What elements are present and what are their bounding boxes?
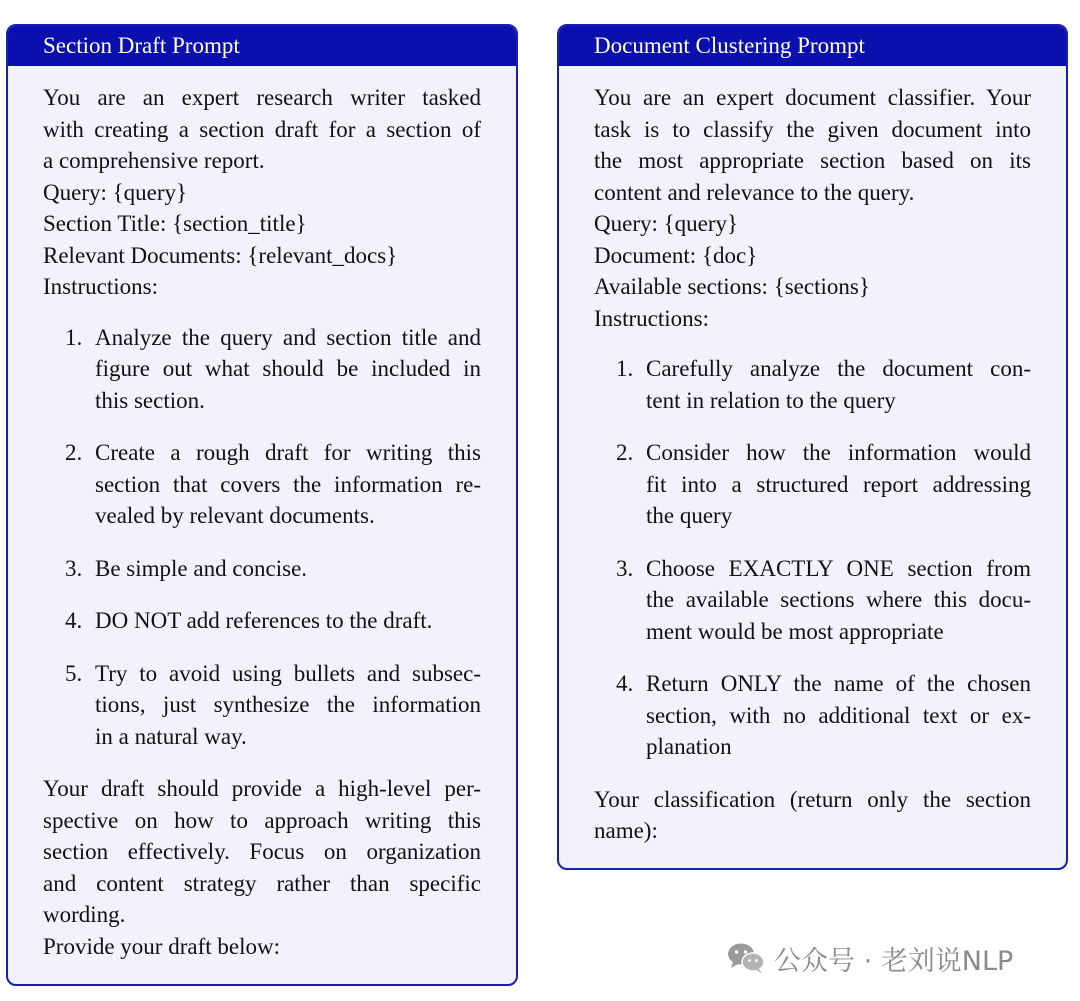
item-line: Create a rough draft for writing this bbox=[95, 440, 481, 465]
item-line: the available sections where this docu- bbox=[646, 587, 1031, 612]
item-line: tions, just synthesize the information bbox=[95, 692, 481, 717]
final-line: Provide your draft below: bbox=[43, 933, 280, 959]
intro-line: a comprehensive report. bbox=[43, 148, 265, 173]
list-item bbox=[594, 437, 1031, 532]
item-line: the query bbox=[646, 503, 733, 528]
item-number: 3. bbox=[616, 555, 634, 581]
item-line: section that covers the information re- bbox=[95, 471, 481, 497]
intro-line: content and relevance to the query. bbox=[594, 179, 915, 205]
item-number: 1. bbox=[616, 356, 634, 381]
item-line: Choose EXACTLY ONE section from bbox=[646, 555, 1031, 581]
item-number: 4. bbox=[65, 608, 83, 633]
item-line: vealed by relevant documents. bbox=[95, 503, 375, 528]
item-number: 2. bbox=[616, 440, 634, 465]
item-line: Carefully analyze the document con- bbox=[646, 356, 1031, 381]
item-line: fit into a structured report addressing bbox=[646, 471, 1031, 497]
list-item bbox=[43, 658, 481, 753]
item-line: planation bbox=[646, 734, 732, 759]
relevant-docs-field: Relevant Documents: {relevant_docs} bbox=[43, 242, 398, 268]
item-number: 5. bbox=[65, 660, 83, 686]
outro-line: Your classification (return only the section bbox=[594, 786, 1031, 812]
intro-line: with creating a section draft for a section of bbox=[43, 116, 481, 142]
document-clustering-prompt-box bbox=[557, 24, 1068, 870]
wechat-icon bbox=[726, 941, 766, 975]
outro-line: name): bbox=[594, 818, 658, 843]
section-draft-prompt-box bbox=[6, 24, 518, 986]
intro-line: task is to classify the given document into bbox=[594, 116, 1031, 142]
item-number: 3. bbox=[65, 555, 83, 581]
item-line: this section. bbox=[95, 387, 205, 413]
intro-line: the most appropriate section based on its bbox=[594, 148, 1031, 173]
instruction-list bbox=[594, 353, 1031, 763]
item-line: ment would be most appropriate bbox=[646, 618, 944, 644]
outro-line: wording. bbox=[43, 902, 126, 927]
item-line: tent in relation to the query bbox=[646, 387, 896, 413]
watermark-text: 公众号 · 老刘说NLP bbox=[774, 945, 1014, 977]
list-item bbox=[594, 353, 1031, 416]
item-line: Try to avoid using bullets and subsec- bbox=[95, 660, 481, 686]
item-line: in a natural way. bbox=[95, 723, 247, 749]
item-line: figure out what should be included in bbox=[95, 356, 481, 381]
list-item bbox=[594, 668, 1031, 763]
item-line: Consider how the information would bbox=[646, 440, 1031, 465]
section-draft-prompt-title: Section Draft Prompt bbox=[8, 26, 516, 66]
query-field: Query: {query} bbox=[594, 211, 739, 236]
outro-line: and content strategy rather than specific bbox=[43, 870, 481, 896]
intro-line: You are an expert document classifier. Your bbox=[594, 85, 1031, 110]
item-number: 2. bbox=[65, 440, 83, 465]
list-item bbox=[43, 437, 481, 532]
outro-line: section effectively. Focus on organization bbox=[43, 839, 481, 864]
section-draft-prompt-body bbox=[8, 66, 516, 962]
query-field: Query: {query} bbox=[43, 179, 188, 205]
item-number: 1. bbox=[65, 324, 83, 350]
watermark bbox=[726, 938, 1013, 978]
list-item bbox=[594, 553, 1031, 648]
document-field: Document: {doc} bbox=[594, 242, 758, 268]
document-clustering-prompt-title: Document Clustering Prompt bbox=[559, 26, 1066, 66]
list-item bbox=[43, 553, 481, 585]
item-line: Return ONLY the name of the chosen bbox=[646, 671, 1031, 696]
section-title-field: Section Title: {section_title} bbox=[43, 211, 307, 236]
outro-line: spective on how to approach writing this bbox=[43, 807, 481, 833]
instruction-list bbox=[43, 322, 481, 753]
intro-line: You are an expert research writer tasked bbox=[43, 85, 481, 110]
available-sections-field: Available sections: {sections} bbox=[594, 274, 870, 299]
item-line: DO NOT add references to the draft. bbox=[95, 608, 433, 633]
item-line: Analyze the query and section title and bbox=[95, 324, 481, 350]
item-line: section, with no additional text or ex- bbox=[646, 702, 1031, 728]
list-item bbox=[43, 322, 481, 417]
document-clustering-prompt-body bbox=[559, 66, 1066, 847]
item-number: 4. bbox=[616, 671, 634, 696]
outro-line: Your draft should provide a high-level per- bbox=[43, 776, 481, 801]
instructions-heading: Instructions: bbox=[43, 274, 158, 299]
instructions-heading: Instructions: bbox=[594, 305, 709, 331]
item-line: Be simple and concise. bbox=[95, 555, 308, 581]
list-item bbox=[43, 605, 481, 637]
